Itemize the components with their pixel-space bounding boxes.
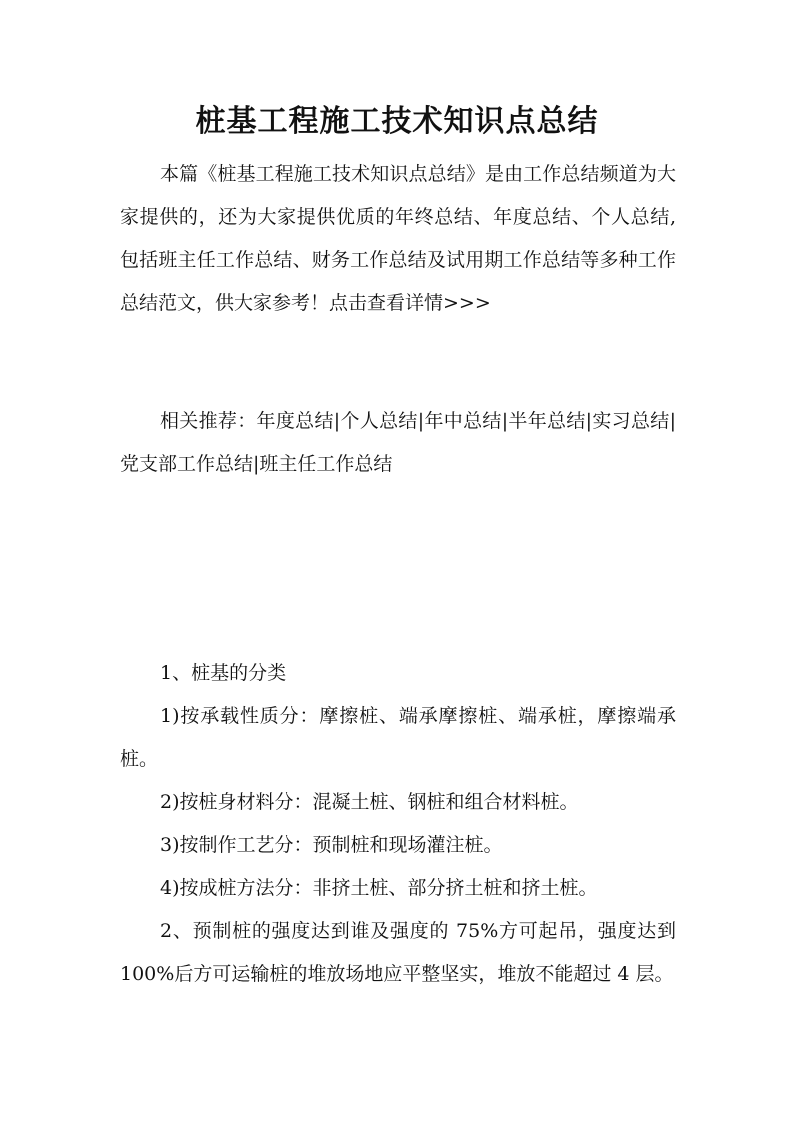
point-2-paragraph: 2、预制桩的强度达到谁及强度的 75%方可起吊，强度达到 100%后方可运输桩的堆放场地应平整坚实，堆放不能超过 4 层。 — [120, 920, 676, 985]
classification-item-2: 2)按桩身材料分：混凝土桩、钢桩和组合材料桩。 — [160, 791, 579, 813]
intro-paragraph: 本篇《桩基工程施工技术知识点总结》是由工作总结频道为大家提供的，还为大家提供优质的年终总结、年度总结、个人总结,包括班主任工作总结、财务工作总结及试用期工作总结等多种工作总结范文，供大家参考！点击查看详情>>> — [120, 163, 676, 314]
classification-item-1: 1)按承载性质分：摩擦桩、端承摩擦桩、端承桩，摩擦端承桩。 — [120, 705, 676, 770]
section-pile-classification — [120, 652, 676, 996]
document-title: 桩基工程施工技术知识点总结 — [195, 104, 599, 139]
related-recommendations: 相关推荐：年度总结|个人总结|年中总结|半年总结|实习总结|党支部工作总结|班主任工作总结 — [120, 410, 676, 475]
classification-item-3: 3)按制作工艺分：预制桩和现场灌注桩。 — [160, 834, 503, 856]
section-heading: 1、桩基的分类 — [160, 662, 287, 684]
classification-item-4: 4)按成桩方法分：非挤土桩、部分挤土桩和挤土桩。 — [160, 877, 598, 899]
